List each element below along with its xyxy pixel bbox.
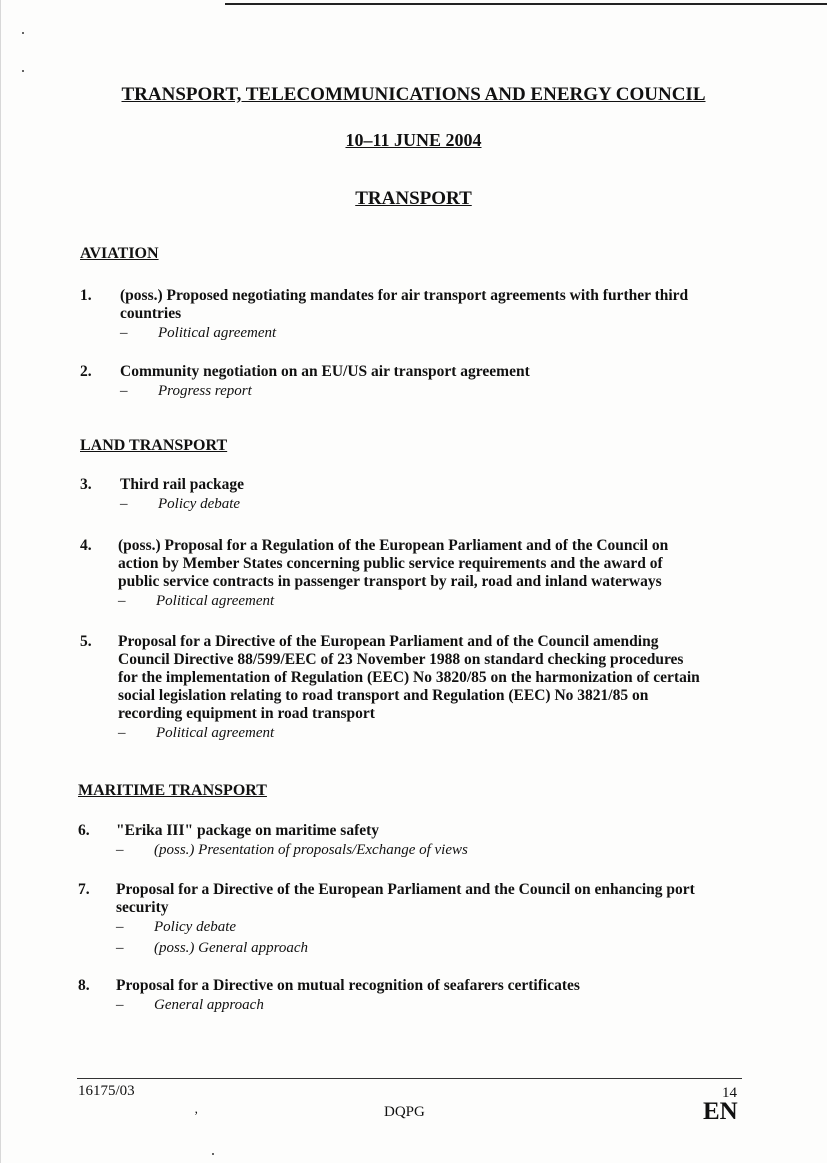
agenda-item bbox=[78, 881, 743, 959]
item-number: 2. bbox=[80, 363, 92, 380]
item-status: – Political agreement bbox=[118, 593, 275, 609]
agenda-item bbox=[80, 537, 730, 612]
item-status: – (poss.) Presentation of proposals/Exchange of views bbox=[116, 842, 468, 858]
footer-divider bbox=[77, 1078, 742, 1079]
item-title: Proposal for a Directive on mutual recognition of seafarers certificates bbox=[116, 977, 580, 994]
agenda-item bbox=[78, 977, 728, 1016]
department-code: DQPG bbox=[384, 1104, 425, 1120]
agenda-item bbox=[78, 822, 728, 861]
scan-speck bbox=[22, 32, 24, 34]
item-number: 6. bbox=[78, 822, 90, 839]
item-title: Proposal for a Directive of the European Parliament and of the Council amending Council Directive 88/599/EEC of 23 November 1988 on standard checking procedures for the implementation of Regulation (EEC) No 3820/85 on the harmonization of certain social legislation relating to road transport and Regulation (EEC) No 3821/85 on recording equipment in road transport bbox=[118, 633, 700, 722]
agenda-item bbox=[80, 287, 730, 344]
item-title: Proposal for a Directive of the European Parliament and the Council on enhancing port security bbox=[116, 881, 695, 916]
agenda-item bbox=[80, 633, 745, 744]
section-heading: LAND TRANSPORT bbox=[80, 437, 228, 454]
scan-speck bbox=[212, 1153, 214, 1155]
item-number: 5. bbox=[80, 633, 92, 650]
item-number: 4. bbox=[80, 537, 92, 554]
item-number: 7. bbox=[78, 881, 90, 898]
item-title: (poss.) Proposal for a Regulation of the European Parliament and of the Council on action by Member States concerning public service requirements and the award of public service contracts in passenger transport by rail, road and inland waterways bbox=[118, 537, 669, 590]
page-number: 14 bbox=[722, 1085, 737, 1101]
item-number: 8. bbox=[78, 977, 90, 994]
language-code: EN bbox=[703, 1098, 738, 1125]
item-title: Third rail package bbox=[120, 476, 245, 493]
agenda-item bbox=[80, 363, 730, 402]
item-status: – General approach bbox=[116, 997, 264, 1013]
item-status: – Policy debate bbox=[120, 496, 241, 512]
item-status: – (poss.) General approach bbox=[116, 940, 309, 956]
scan-speck bbox=[22, 70, 24, 72]
item-status: – Political agreement bbox=[120, 325, 277, 341]
item-title: "Erika III" package on maritime safety bbox=[116, 822, 380, 839]
item-title: (poss.) Proposed negotiating mandates for air transport agreements with further third countries bbox=[120, 287, 689, 322]
document-reference: 16175/03 bbox=[78, 1083, 135, 1099]
item-title: Community negotiation on an EU/US air transport agreement bbox=[120, 363, 530, 380]
council-title: TRANSPORT, TELECOMMUNICATIONS AND ENERGY COUNCIL bbox=[121, 84, 706, 105]
scan-mark: ’ bbox=[194, 1108, 199, 1123]
section-heading: AVIATION bbox=[80, 245, 159, 262]
agenda-item bbox=[80, 476, 730, 515]
page-edge bbox=[0, 0, 1, 1163]
item-status: – Policy debate bbox=[116, 919, 237, 935]
item-status: – Progress report bbox=[120, 383, 252, 399]
item-number: 1. bbox=[80, 287, 92, 304]
meeting-date: 10–11 JUNE 2004 bbox=[345, 130, 482, 150]
item-number: 3. bbox=[80, 476, 92, 493]
topic-heading: TRANSPORT bbox=[355, 188, 472, 209]
item-status: – Political agreement bbox=[118, 725, 275, 741]
section-heading: MARITIME TRANSPORT bbox=[78, 782, 267, 799]
top-border-line bbox=[225, 3, 827, 5]
